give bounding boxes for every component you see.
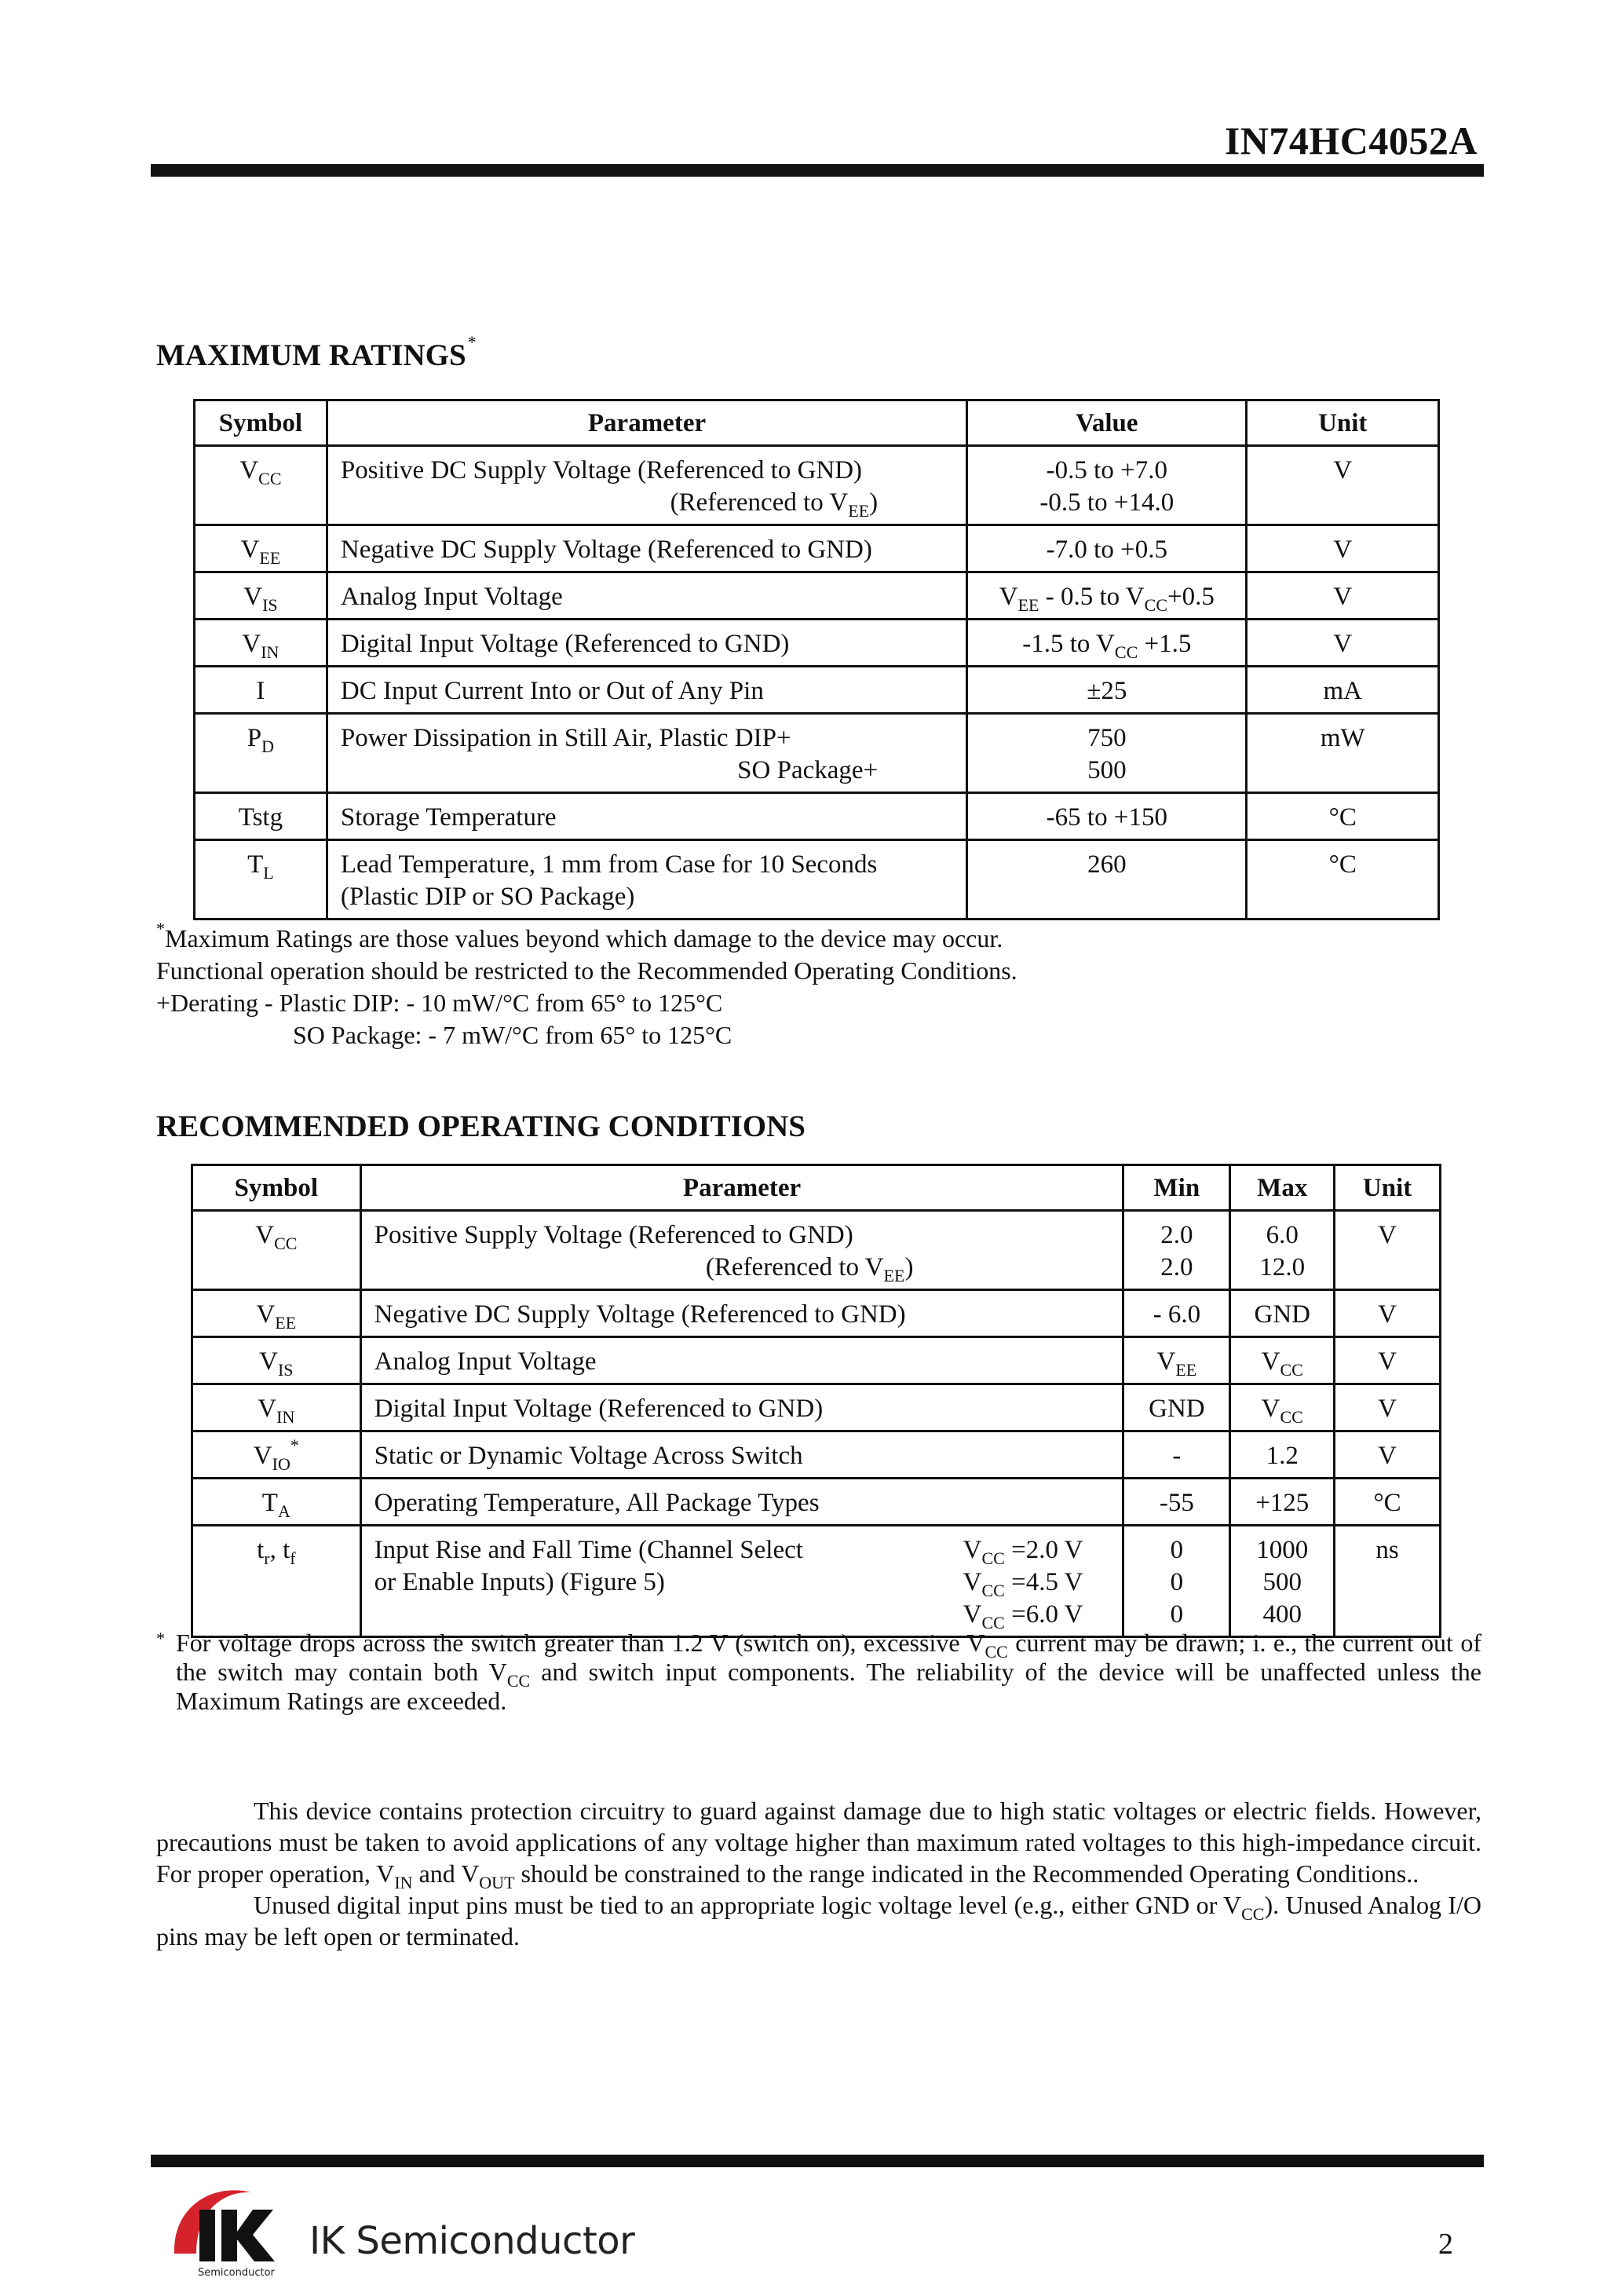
note-line: *Maximum Ratings are those values beyond which damage to the device may occur.	[156, 919, 1003, 952]
min-cell: 0 0 0	[1123, 1526, 1230, 1637]
value-cell: -0.5 to +7.0 -0.5 to +14.0	[967, 446, 1247, 525]
table-row	[195, 714, 1439, 793]
symbol-cell: $V_{EE}$	[192, 1290, 361, 1337]
table-row	[192, 1479, 1441, 1526]
table-row	[195, 840, 1439, 919]
maximum-ratings-title	[156, 332, 477, 373]
value-cell: -1.5 to $V_{CC} +1.5$	[967, 620, 1247, 667]
part-number-header: IN74HC4052A	[1224, 119, 1478, 163]
max-cell: 1.2	[1230, 1431, 1335, 1479]
symbol-cell: $V_{CC}$	[192, 1211, 361, 1290]
value-cell: 260	[967, 840, 1247, 919]
unit-cell: V	[1247, 620, 1439, 667]
paragraph: This device contains protection circuitry to guard against damage due to high static voltages or electric fields. However, precautions must be taken to avoid applications of any voltage higher than maximum rated voltages to this high-impedance circuit. For proper operation, $V_{IN}$ and $V_{OUT}$ should be constrained to the range indicated in the Recommended Operating Conditions..	[156, 1797, 1481, 1892]
parameter-cell: Positive Supply Voltage (Referenced to GND) (Referenced to $V_{EE}$)	[360, 1211, 1123, 1290]
unit-cell: mA	[1247, 667, 1439, 714]
unit-cell: V	[1335, 1431, 1441, 1479]
company-name: IK Semiconductor	[309, 2219, 635, 2263]
maximum-ratings-notes	[156, 919, 1334, 1051]
parameter-cell: Negative DC Supply Voltage (Referenced to GND)	[327, 525, 966, 572]
unit-cell: °C	[1247, 840, 1439, 919]
unit-cell: °C	[1335, 1479, 1441, 1526]
table-row	[195, 446, 1439, 525]
header-symbol: Symbol	[192, 1165, 361, 1211]
parameter-cell: Digital Input Voltage (Referenced to GND)	[360, 1384, 1123, 1431]
table-row	[192, 1337, 1441, 1384]
logo-letter-k	[221, 2210, 275, 2261]
unit-cell: V	[1335, 1337, 1441, 1384]
max-cell: +125	[1230, 1479, 1335, 1526]
parameter-cell: DC Input Current Into or Out of Any Pin	[327, 667, 966, 714]
unit-cell: V	[1335, 1384, 1441, 1431]
handling-precautions-text	[156, 1795, 1481, 1952]
header-value: Value	[967, 400, 1247, 446]
table-header-row	[195, 400, 1439, 446]
header-rule	[151, 164, 1484, 177]
min-cell: -	[1123, 1431, 1230, 1479]
symbol-cell: $V_{IN}$	[195, 620, 327, 667]
symbol-cell: I	[195, 667, 327, 714]
symbol-cell: $P_D$	[195, 714, 327, 793]
max-cell: $V_{CC}$	[1230, 1337, 1335, 1384]
table-row	[192, 1211, 1441, 1290]
value-cell: -7.0 to +0.5	[967, 525, 1247, 572]
max-cell: 6.0 12.0	[1230, 1211, 1335, 1290]
header-unit: Unit	[1335, 1165, 1441, 1211]
parameter-cell: Negative DC Supply Voltage (Referenced to GND)	[360, 1290, 1123, 1337]
table-header-row	[192, 1165, 1441, 1211]
header-unit: Unit	[1247, 400, 1439, 446]
note-line: SO Package: - 7 mW/°C from 65° to 125°C	[293, 1021, 732, 1049]
table-row	[192, 1526, 1441, 1637]
maximum-ratings-table	[193, 399, 1440, 920]
condition-column: $V_{CC} =2.0$ V $V_{CC} =4.5$ V $V_{CC} =6.0$ V	[963, 1536, 1083, 1632]
logo-caption: Semiconductor	[198, 2267, 275, 2279]
title-footnote-mark: *	[467, 332, 477, 352]
symbol-cell: $V_{CC}$	[195, 446, 327, 525]
parameter-cell: Analog Input Voltage	[327, 572, 966, 620]
footnote-mark: *	[156, 1629, 165, 1648]
footer-rule	[151, 2155, 1484, 2167]
symbol-cell: $V_{IS}$	[192, 1337, 361, 1384]
note-line: Functional operation should be restricted to the Recommended Operating Conditions.	[156, 956, 1017, 985]
symbol-cell: $V_{IN}$	[192, 1384, 361, 1431]
parameter-cell: Digital Input Voltage (Referenced to GND)	[327, 620, 966, 667]
max-cell: GND	[1230, 1290, 1335, 1337]
unit-cell: V	[1247, 525, 1439, 572]
maximum-ratings-title-text: MAXIMUM RATINGS	[156, 338, 466, 372]
recommended-operating-conditions-title: RECOMMENDED OPERATING CONDITIONS	[156, 1110, 806, 1143]
header-min: Min	[1123, 1165, 1230, 1211]
recommended-conditions-footnote	[156, 1629, 1481, 1716]
value-cell: $V_{EE} - 0.5$ to $V_{CC}+0.5$	[967, 572, 1247, 620]
unit-cell: V	[1335, 1290, 1441, 1337]
table-row	[195, 793, 1439, 840]
parameter-cell: Power Dissipation in Still Air, Plastic DIP+ SO Package+	[327, 714, 966, 793]
table-row	[192, 1431, 1441, 1479]
unit-cell: V	[1247, 572, 1439, 620]
parameter-cell: Static or Dynamic Voltage Across Switch	[360, 1431, 1123, 1479]
unit-cell: ns	[1335, 1526, 1441, 1637]
unit-cell: V	[1335, 1211, 1441, 1290]
parameter-cell: Operating Temperature, All Package Types	[360, 1479, 1123, 1526]
symbol-cell: $T_L$	[195, 840, 327, 919]
table-row	[195, 667, 1439, 714]
unit-cell: V	[1247, 446, 1439, 525]
symbol-cell: $V_{EE}$	[195, 525, 327, 572]
unit-cell: mW	[1247, 714, 1439, 793]
paragraph: Unused digital input pins must be tied to an appropriate logic voltage level (e.g., either GND or $V_{CC}$). Unused Analog I/O pins may be left open or terminated.	[156, 1891, 1482, 1951]
min-cell: -55	[1123, 1479, 1230, 1526]
header-symbol: Symbol	[195, 400, 327, 446]
table-row	[192, 1384, 1441, 1431]
logo-letter-i	[199, 2210, 215, 2261]
value-cell: ±25	[967, 667, 1247, 714]
symbol-cell: $V_{IS}$	[195, 572, 327, 620]
table-row	[192, 1290, 1441, 1337]
table-row	[195, 572, 1439, 620]
page-number: 2	[1438, 2228, 1453, 2261]
parameter-cell: Lead Temperature, 1 mm from Case for 10 Seconds (Plastic DIP or SO Package)	[327, 840, 966, 919]
value-cell: 750 500	[967, 714, 1247, 793]
min-cell: $V_{EE}$	[1123, 1337, 1230, 1384]
footnote-text: For voltage drops across the switch greater than 1.2 V (switch on), excessive $V_{CC}$ current may be drawn; i. e., the current out of the switch may contain both $V_{CC}$ and switch input components. The reliability of the device will be unaffected unless the Maximum Ratings are exceeded.	[176, 1629, 1482, 1715]
max-cell: 1000 500 400	[1230, 1526, 1335, 1637]
symbol-cell: $T_A$	[192, 1479, 361, 1526]
recommended-operating-conditions-table	[191, 1164, 1441, 1638]
parameter-cell: Analog Input Voltage	[360, 1337, 1123, 1384]
parameter-cell: Positive DC Supply Voltage (Referenced to GND) (Referenced to $V_{EE}$)	[327, 446, 966, 525]
header-max: Max	[1230, 1165, 1335, 1211]
value-cell: -65 to +150	[967, 793, 1247, 840]
note-line: +Derating - Plastic DIP: - 10 mW/°C from 65° to 125°C	[156, 989, 723, 1017]
max-cell: $V_{CC}$	[1230, 1384, 1335, 1431]
min-cell: - 6.0	[1123, 1290, 1230, 1337]
min-cell: 2.0 2.0	[1123, 1211, 1230, 1290]
parameter-cell: Input Rise and Fall Time (Channel Select or Enable Inputs) (Figure 5) $V_{CC} =2.0$ V $V_{CC} =4.5$ V $V_{CC} =6.0$ V	[360, 1526, 1123, 1637]
table-row	[195, 525, 1439, 572]
table-row	[195, 620, 1439, 667]
header-parameter: Parameter	[327, 400, 966, 446]
symbol-cell: $V_{IO}^*$	[192, 1431, 361, 1479]
symbol-cell: $t_r$, $t_f$	[192, 1526, 361, 1637]
min-cell: GND	[1123, 1384, 1230, 1431]
parameter-cell: Storage Temperature	[327, 793, 966, 840]
unit-cell: °C	[1247, 793, 1439, 840]
symbol-cell: Tstg	[195, 793, 327, 840]
header-parameter: Parameter	[360, 1165, 1123, 1211]
